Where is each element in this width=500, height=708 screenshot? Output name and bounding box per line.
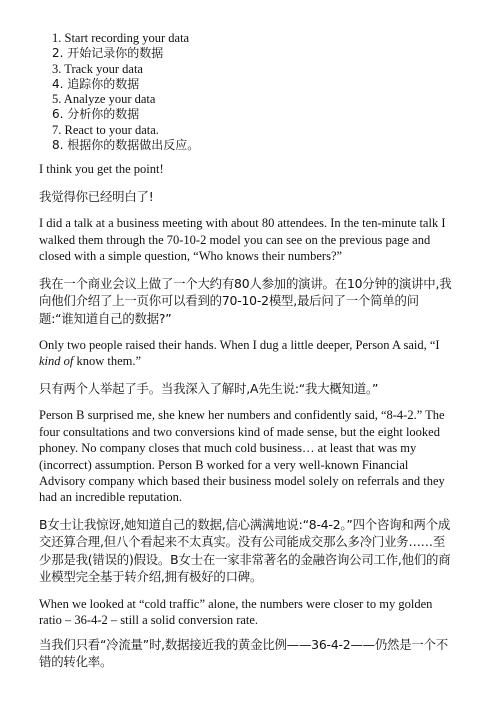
paragraph-cold-traffic-en: When we looked at “cold traffic” alone, the numbers were closer to my golden ratio – 36-4-2 – still a solid conversion rate. (39, 596, 433, 628)
paragraph-person-b-zh: B女士让我惊讶,她知道自己的数据,信心满满地说:“8-4-2。”四个咨询和两个成交还算合理,但八个看起来不太真实。没有公司能成交那么多冷门业务……至少那是我(错误的)假设。B女士在一家非常著名的金融咨询公司工作,他们的商业模型完全基于转介绍,拥有极好的口碑。 (39, 516, 451, 585)
list-item: 2. 开始记录你的数据 (52, 46, 164, 61)
paragraph-get-point-en: I think you get the point! (39, 162, 164, 177)
document-page (39, 31, 453, 681)
paragraph-talk-zh: 我在一个商业会议上做了一个大约有80人参加的演讲。在10分钟的演讲中,我向他们介绍了上一页你可以看到的70-10-2模型,最后问了一个简单的问题:“谁知道自己的数据?” (39, 275, 452, 326)
paragraph-cold-traffic-zh: 当我们只看“冷流量”时,数据接近我的黄金比例——36-4-2——仍然是一个不错的转化率。 (39, 636, 448, 670)
list-item: 4. 追踪你的数据 (52, 76, 140, 91)
list-item: 3. Track your data (52, 61, 143, 76)
list-item: 7. React to your data. (52, 122, 159, 137)
list-item: 1. Start recording your data (52, 31, 190, 45)
paragraph-talk-en: I did a talk at a business meeting with about 80 attendees. In the ten-minute talk I walked them through the 70-10-2 model you can see on the previous page and closed with a simple question, “Who knows their numbers?” (39, 216, 446, 264)
steps-list (39, 31, 453, 153)
emphasis-text: kind of (39, 354, 74, 369)
paragraph-get-point-zh: 我觉得你已经明白了! (39, 188, 154, 204)
paragraph-person-b-en: Person B surprised me, she knew her numbers and confidently said, “8-4-2.” The four consultations and two conversions kind of made sense, but the eight looked phoney. No company closes that much cold business… at least that was my (incorrect) assumption. Person B worked for a very well-known Financial Advisory company which based their business model solely on referrals and they had an incredible reputation. (39, 408, 445, 505)
paragraph-two-hands-en (39, 337, 453, 370)
list-item: 8. 根据你的数据做出反应。 (52, 138, 200, 153)
list-item: 5. Analyze your data (52, 92, 156, 107)
text-run: know them.” (73, 354, 142, 369)
list-item: 6. 分析你的数据 (52, 107, 140, 122)
text-run: Only two people raised their hands. When I dug a little deeper, Person A said, “I (39, 338, 440, 352)
paragraph-two-hands-zh: 只有两个人举起了手。当我深入了解时,A先生说:“我大概知道。” (39, 380, 379, 396)
